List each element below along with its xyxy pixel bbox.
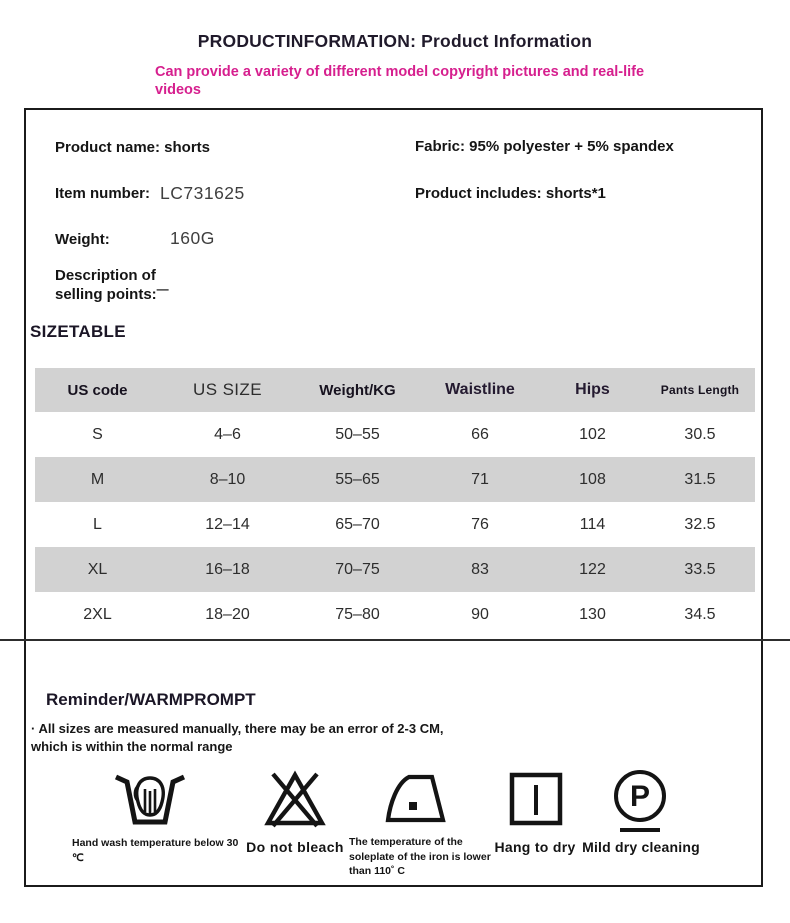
cell: 8–10 bbox=[209, 470, 246, 488]
cell: 55–65 bbox=[335, 470, 380, 488]
cell: 70–75 bbox=[335, 560, 380, 578]
cell: 108 bbox=[579, 470, 606, 488]
reminder-note: · All sizes are measured manually, there may be an error of 2-3 CM, which is within the normal range bbox=[31, 721, 444, 754]
cell: 90 bbox=[471, 605, 489, 623]
product-name-label: Product name: shorts bbox=[55, 139, 211, 156]
description-of-selling-points-label bbox=[55, 267, 177, 304]
weight-value: 160G bbox=[170, 228, 215, 248]
table-row-s bbox=[35, 412, 755, 457]
description-dash-mark: — bbox=[156, 281, 169, 296]
item-number-value: LC731625 bbox=[160, 183, 245, 203]
cell: 16–18 bbox=[205, 560, 250, 578]
cell: 34.5 bbox=[684, 605, 716, 623]
description-text: Description of selling points: bbox=[55, 267, 157, 303]
size-table bbox=[35, 368, 755, 637]
size-table-title: SIZETABLE bbox=[30, 322, 126, 341]
column-header-waistline: Waistline bbox=[445, 381, 515, 398]
reminder-title: Reminder/WARMPROMPT bbox=[46, 690, 256, 709]
dry-clean-letter: P bbox=[629, 780, 651, 813]
cell: 76 bbox=[471, 515, 489, 533]
cell: 65–70 bbox=[335, 515, 380, 533]
cell: 33.5 bbox=[684, 560, 716, 578]
care-label-line: The temperature of the bbox=[349, 836, 463, 848]
cell: 75–80 bbox=[335, 605, 380, 623]
column-header-hips: Hips bbox=[575, 381, 610, 398]
column-header-us-size: US SIZE bbox=[193, 380, 262, 399]
cell: 12–14 bbox=[205, 515, 250, 533]
column-header-us-code: US code bbox=[67, 381, 128, 399]
table-header-row bbox=[35, 368, 755, 412]
cell: L bbox=[93, 515, 102, 533]
section-divider bbox=[0, 639, 790, 641]
fabric-label: Fabric: 95% polyester + 5% spandex bbox=[415, 138, 674, 155]
cell: 30.5 bbox=[684, 425, 716, 443]
care-label-mild-dry-cleaning: Mild dry cleaning bbox=[582, 839, 700, 855]
cell: 71 bbox=[471, 470, 489, 488]
cell: 83 bbox=[471, 560, 489, 578]
care-label-hang-to-dry: Hang to dry bbox=[494, 839, 576, 855]
hand-wash-icon bbox=[112, 769, 188, 829]
cell: 18–20 bbox=[205, 605, 250, 623]
hang-to-dry-icon bbox=[509, 772, 563, 826]
care-label-line: ℃ bbox=[72, 851, 84, 864]
mild-dry-cleaning-icon bbox=[611, 768, 669, 834]
iron-low-temperature-icon bbox=[384, 773, 448, 825]
column-header-pants-length: Pants Length bbox=[660, 383, 740, 397]
item-number-label: Item number: bbox=[55, 185, 151, 202]
cell: 114 bbox=[579, 515, 606, 533]
do-not-bleach-icon bbox=[262, 770, 328, 828]
cell: 2XL bbox=[83, 605, 112, 623]
cell: 102 bbox=[579, 425, 606, 443]
cell: 50–55 bbox=[335, 425, 380, 443]
table-row-xl bbox=[35, 547, 755, 592]
cell: 32.5 bbox=[684, 515, 716, 533]
cell: 31.5 bbox=[684, 470, 716, 488]
care-label-line: Hand wash temperature below 30 bbox=[72, 837, 239, 849]
cell: S bbox=[92, 425, 103, 443]
weight-label: Weight: bbox=[55, 231, 110, 248]
table-row-l bbox=[35, 502, 755, 547]
table-row-2xl bbox=[35, 592, 755, 637]
cell: 66 bbox=[471, 425, 489, 443]
care-label-line: than 110˚ C bbox=[349, 865, 406, 878]
care-label-do-not-bleach: Do not bleach bbox=[246, 839, 344, 855]
page-subtitle: Can provide a variety of different model copyright pictures and real-life videos bbox=[155, 64, 645, 99]
table-row-m bbox=[35, 457, 755, 502]
cell: 4–6 bbox=[214, 425, 241, 443]
cell: M bbox=[90, 470, 105, 488]
cell: 122 bbox=[579, 560, 606, 578]
column-header-weight-kg: Weight/KG bbox=[319, 381, 396, 399]
page-title: PRODUCTINFORMATION: Product Information bbox=[197, 31, 593, 51]
care-label-line: soleplate of the iron is lower bbox=[349, 850, 491, 863]
cell: 130 bbox=[579, 605, 606, 623]
product-includes-label: Product includes: shorts*1 bbox=[415, 185, 606, 202]
cell: XL bbox=[87, 560, 108, 578]
